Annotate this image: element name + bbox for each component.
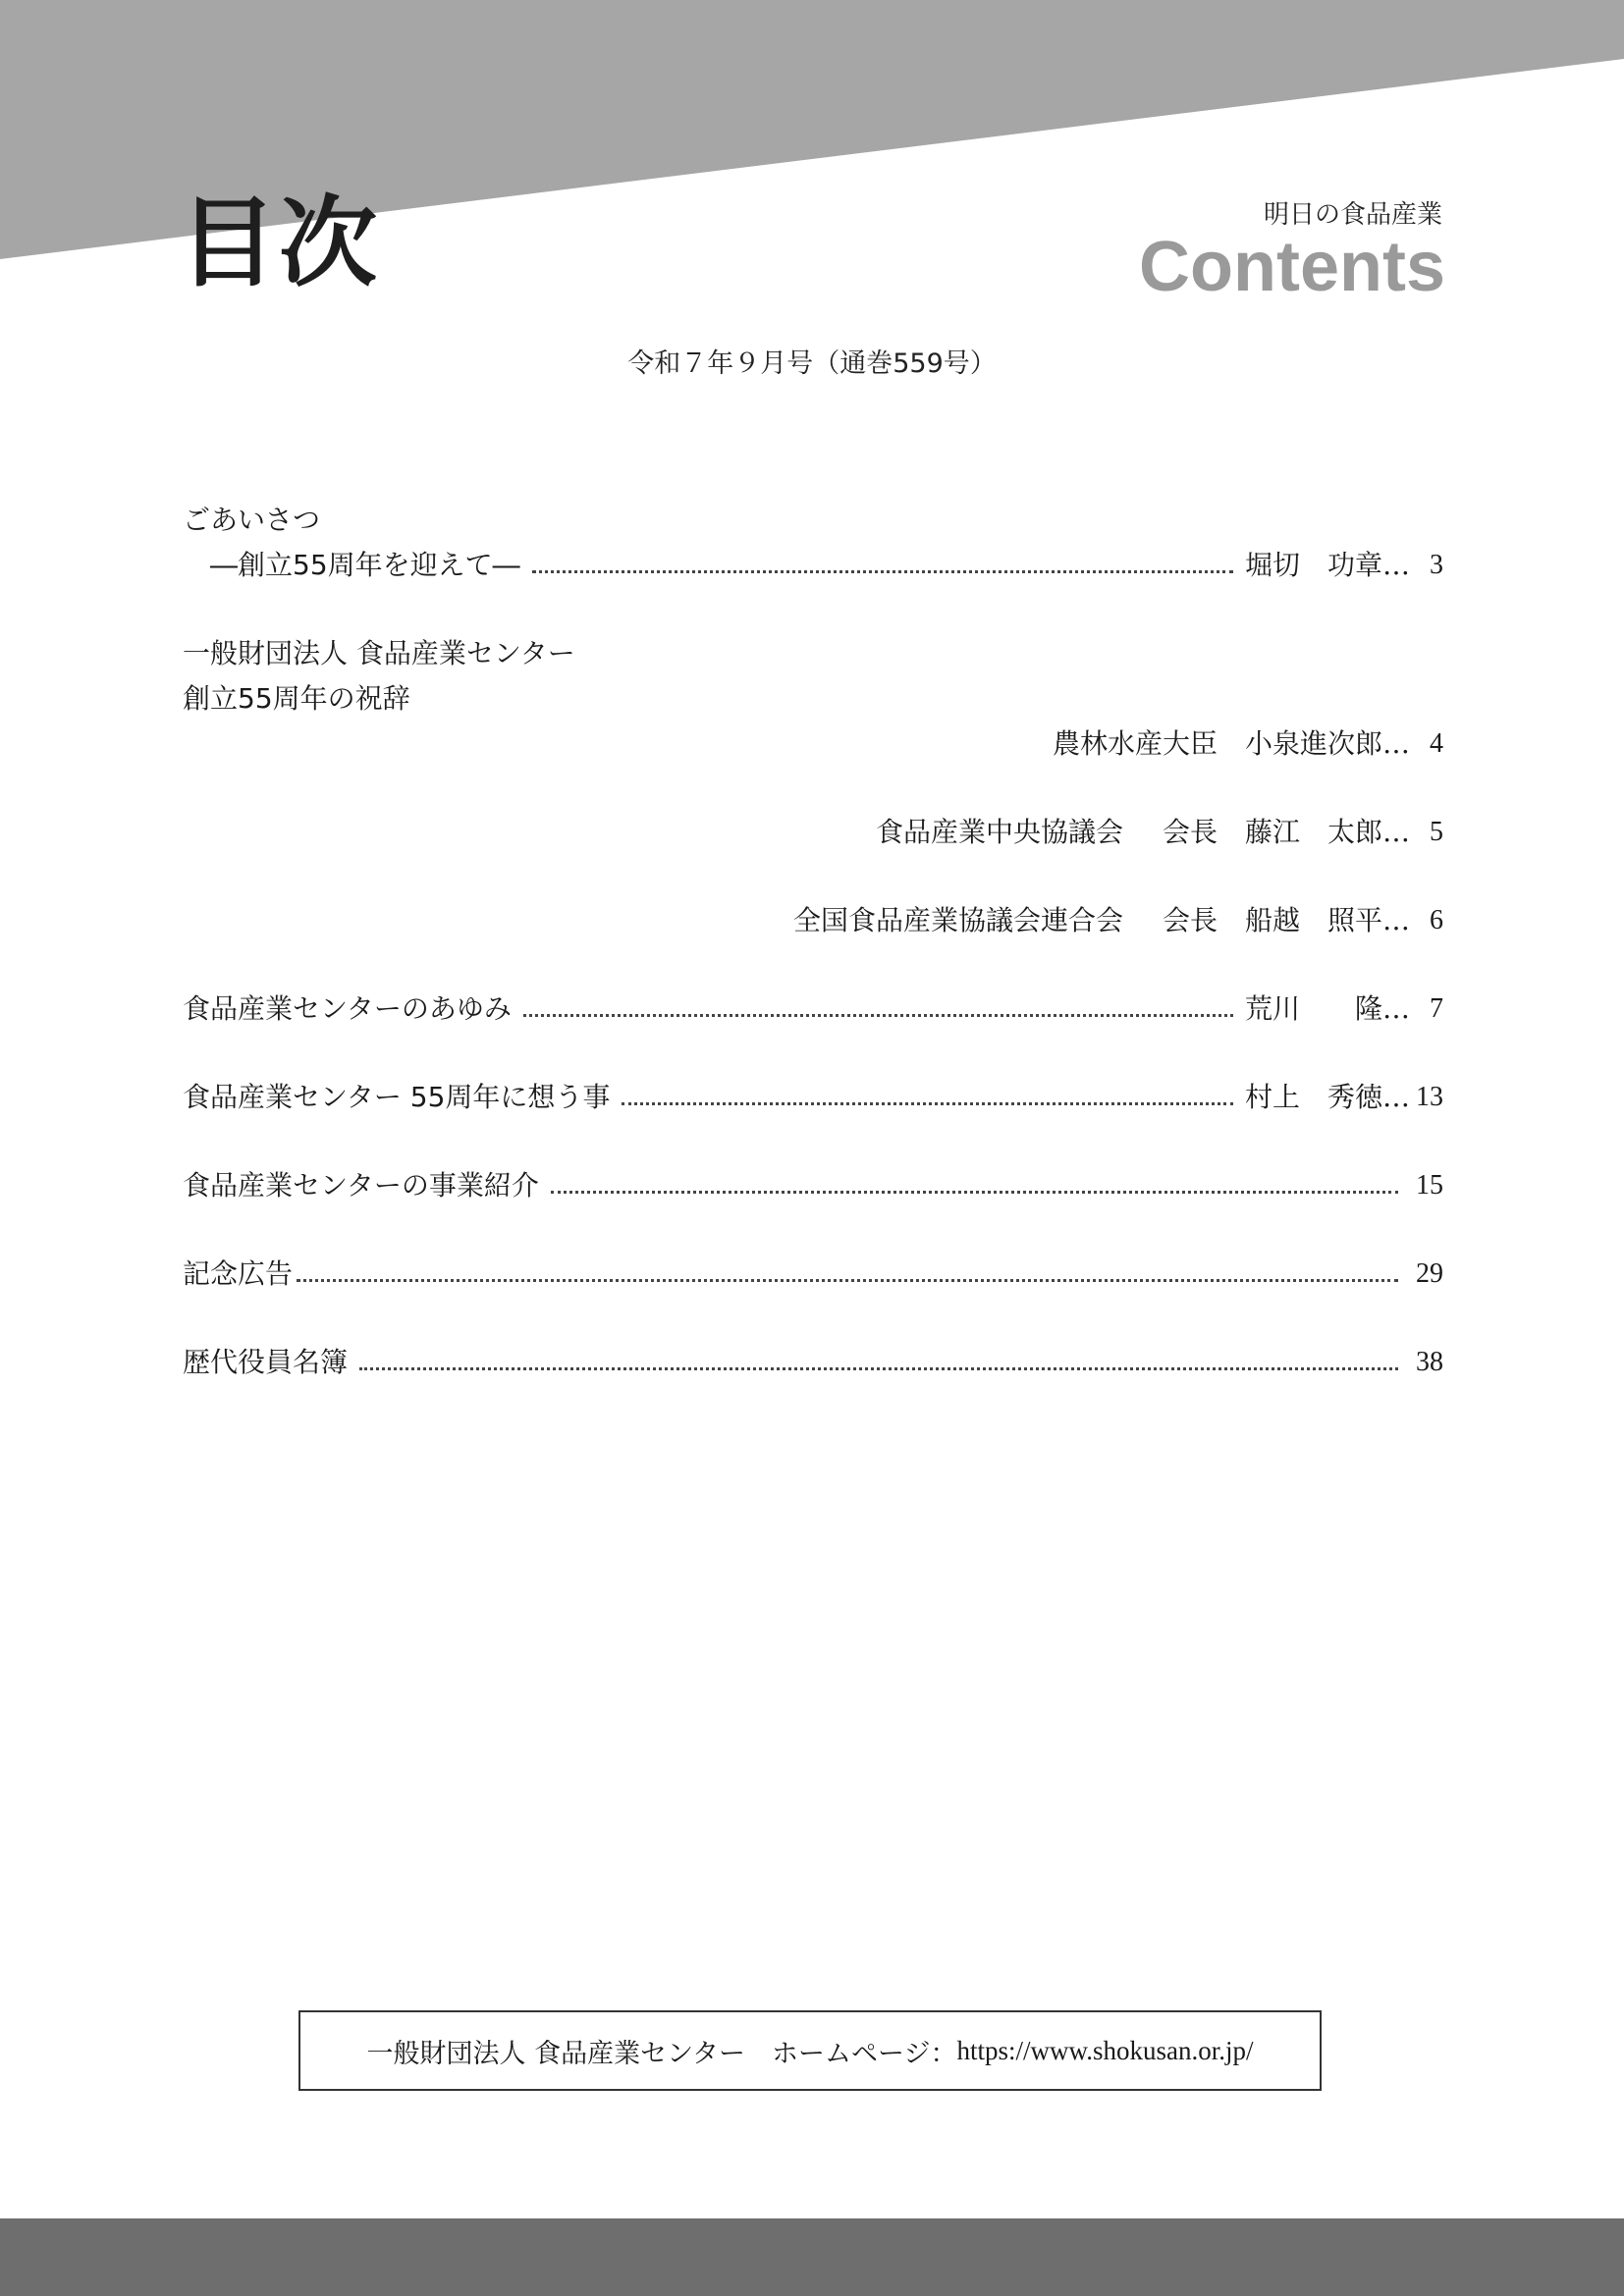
toc-entry-congrats[interactable] [183, 813, 1443, 852]
toc-entry-business[interactable] [183, 1166, 1443, 1205]
toc-section-heading: ごあいさつ [183, 504, 321, 536]
footer-band [0, 2218, 1624, 2296]
toc-entry-author: 藤江 太郎… [1244, 816, 1410, 848]
toc-entry-page: 3 [1430, 550, 1443, 580]
toc-entry-role: 全国食品産業協議会連合会 [792, 904, 1123, 936]
toc-entry-role: 食品産業中央協議会 [875, 816, 1123, 848]
toc-entry-title: 食品産業センターの事業紹介 [183, 1169, 539, 1201]
dot-leader [523, 1014, 1233, 1017]
toc-entry-page: 29 [1416, 1258, 1443, 1289]
toc-entry-author: 荒川 隆… [1244, 992, 1410, 1025]
homepage-box [298, 2010, 1322, 2091]
toc-entry-role: 農林水産大臣 [1052, 727, 1218, 760]
toc-entry-congrats[interactable] [183, 724, 1443, 764]
toc-entry-author: 堀切 功章… [1244, 549, 1410, 581]
footer-org: 一般財団法人 食品産業センター ホームページ： [366, 2038, 957, 2069]
contents-label: Contents [1139, 228, 1445, 306]
dot-leader [359, 1367, 1398, 1370]
issue-number: 令和７年９月号（通巻559号） [627, 348, 997, 379]
toc-entry-page: 38 [1416, 1347, 1443, 1377]
toc-entry-title: 食品産業センター 55周年に想う事 [183, 1081, 611, 1113]
toc-section-heading: 創立55周年の祝辞 [183, 682, 410, 715]
dot-leader [551, 1191, 1398, 1194]
toc-entry-page: 13 [1416, 1082, 1443, 1112]
toc-entry-ads[interactable] [183, 1255, 1443, 1294]
toc-entry-title: 食品産業センターのあゆみ [183, 992, 512, 1025]
dot-leader [532, 570, 1233, 573]
toc-entry-page: 4 [1430, 728, 1443, 759]
toc-entry-reflection[interactable] [183, 1078, 1443, 1117]
toc-entry-page: 15 [1416, 1170, 1443, 1201]
dot-leader [297, 1279, 1398, 1282]
toc-entry-congrats[interactable] [183, 901, 1443, 940]
toc-entry-title: ―創立55周年を迎えて― [210, 549, 520, 581]
toc-section-org: 一般財団法人 食品産業センター [183, 637, 575, 669]
toc-entry-officers[interactable] [183, 1343, 1443, 1382]
toc-entry-author: 小泉進次郎… [1244, 727, 1410, 760]
toc-entry-page: 5 [1430, 817, 1443, 847]
magazine-name: 明日の食品産業 [1263, 200, 1442, 230]
homepage-link[interactable]: https://www.shokusan.or.jp/ [956, 2035, 1254, 2065]
toc-entry-history[interactable] [183, 989, 1443, 1029]
toc-entry-position: 会長 [1162, 816, 1218, 848]
toc-entry-author: 船越 照平… [1244, 904, 1410, 936]
toc-entry-page: 7 [1430, 993, 1443, 1024]
toc-entry-title: 歴代役員名簿 [183, 1346, 349, 1378]
toc-entry-position: 会長 [1162, 904, 1218, 936]
toc-entry-title: 記念広告 [183, 1257, 294, 1290]
page-title: 目次 [179, 186, 379, 300]
toc-entry-author: 村上 秀徳… [1244, 1081, 1410, 1113]
toc-entry-greeting[interactable] [183, 546, 1443, 585]
toc-entry-page: 6 [1430, 905, 1443, 935]
dot-leader [622, 1102, 1233, 1105]
